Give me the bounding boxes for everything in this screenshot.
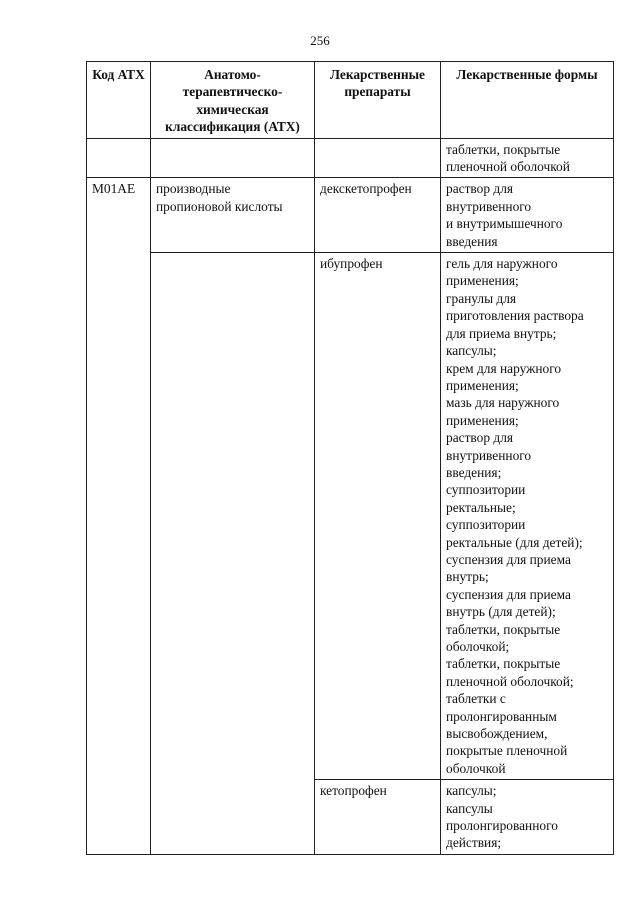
form-line: действия;	[446, 835, 502, 851]
header-classification: Анатомо-терапевтическо-химическая классификация (АТХ)	[151, 62, 315, 139]
form-line: капсулы	[446, 800, 493, 816]
form-line: таблетки, покрытые	[446, 656, 561, 672]
cell-forms	[441, 178, 614, 253]
form-line: пленочной оболочкой;	[446, 673, 574, 689]
cell-drug-name: кетопрофен	[315, 780, 441, 855]
form-line: суспензия для приема	[446, 551, 571, 567]
form-line: раствор для	[446, 181, 514, 197]
form-line: таблетки, покрытые	[446, 621, 561, 637]
form-line: пролонгированного	[446, 818, 558, 834]
form-line: раствор для	[446, 430, 514, 446]
form-line: оболочкой	[446, 760, 506, 776]
form-line: крем для наружного	[446, 360, 562, 376]
cell-classification-empty	[151, 253, 315, 855]
header-forms: Лекарственные формы	[441, 62, 614, 139]
header-code: Код АТХ	[87, 62, 151, 139]
form-line: суппозитории	[446, 482, 526, 498]
form-line: введения;	[446, 464, 502, 480]
cell-forms	[441, 253, 614, 780]
cell-drug-name: декскетопрофен	[315, 178, 441, 253]
form-line: таблетки, покрытые	[446, 141, 561, 157]
form-line: таблетки с	[446, 691, 506, 707]
form-line: суспензия для приема	[446, 586, 571, 602]
cell-forms	[441, 780, 614, 855]
form-line: суппозитории	[446, 517, 526, 533]
form-line: мазь для наружного	[446, 395, 560, 411]
form-line: гранулы для	[446, 290, 517, 306]
form-line: применения;	[446, 377, 519, 393]
form-line: и внутримышечного	[446, 216, 563, 232]
form-line: пленочной оболочкой	[446, 159, 570, 175]
cell-empty-code	[87, 138, 151, 178]
form-line: внутривенного	[446, 198, 532, 214]
form-line: покрытые пленочной	[446, 743, 568, 759]
table-row-carry	[87, 138, 614, 178]
cell-atx-code: M01AE	[87, 178, 151, 854]
header-drugs: Лекарственные препараты	[315, 62, 441, 139]
cell-empty-drug	[315, 138, 441, 178]
cell-carry-forms	[441, 138, 614, 178]
cell-drug-name: ибупрофен	[315, 253, 441, 780]
form-line: введения	[446, 233, 498, 249]
form-line: для приема внутрь;	[446, 325, 557, 341]
form-line: ректальные (для детей);	[446, 534, 583, 550]
form-line: гель для наружного	[446, 256, 558, 272]
atx-table	[86, 61, 614, 855]
table-row-dexketoprofen	[87, 178, 614, 253]
form-line: внутрь;	[446, 569, 489, 585]
form-line: оболочкой;	[446, 639, 510, 654]
cell-empty-classification	[151, 138, 315, 178]
form-line: высвобождением,	[446, 726, 548, 742]
form-line: капсулы;	[446, 343, 497, 359]
form-line: приготовления раствора	[446, 308, 584, 324]
form-line: внутривенного	[446, 447, 532, 463]
cell-classification: производные пропионовой кислоты	[151, 178, 315, 253]
form-line: применения;	[446, 412, 519, 428]
form-line: капсулы;	[446, 783, 497, 799]
form-line: внутрь (для детей);	[446, 604, 556, 620]
form-line: применения;	[446, 273, 519, 289]
table-row-ibuprofen	[87, 253, 614, 780]
form-line: ректальные;	[446, 499, 516, 515]
page-number: 256	[310, 33, 330, 48]
form-line: пролонгированным	[446, 708, 557, 724]
table-header-row	[87, 62, 614, 139]
